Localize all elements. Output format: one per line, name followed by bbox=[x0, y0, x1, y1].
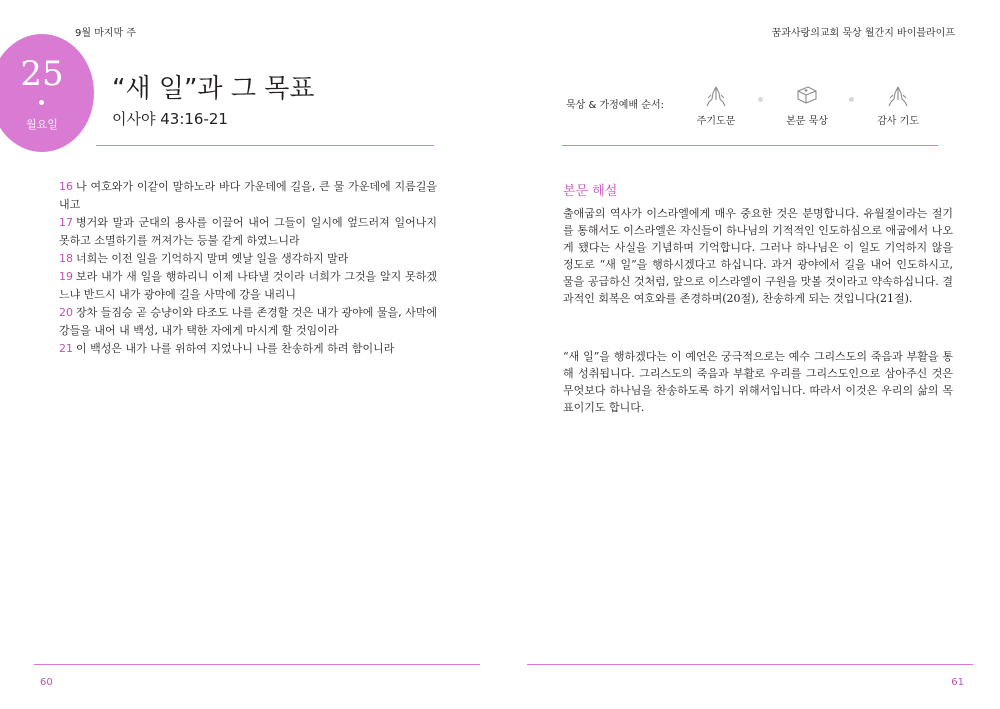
running-header-right: 꿈과사랑의교회 묵상 월간지 바이블라이프 bbox=[771, 28, 955, 39]
worship-step-lords-prayer bbox=[671, 84, 761, 127]
page-number-right: 61 bbox=[951, 677, 964, 688]
verse-text: 이 백성은 내가 나를 위하여 지었나니 나를 찬송하게 하려 함이니라 bbox=[76, 342, 395, 355]
scripture-reference: 이사야 43:16-21 bbox=[112, 110, 228, 128]
worship-order-label: 묵상 & 가정예배 순서: bbox=[566, 100, 664, 111]
verse-text: 나 여호와가 이같이 말하노라 바다 가운데에 길을, 큰 물 가운데에 지름길을 내고 bbox=[59, 180, 437, 211]
verse-number: 16 bbox=[59, 180, 73, 193]
praying-hands-icon bbox=[885, 84, 911, 108]
worship-order-divider bbox=[562, 145, 938, 146]
verse-text: 장차 들짐승 곧 승냥이와 타조도 나를 존경할 것은 내가 광야에 물을, 사막에 강들을 내어 내 백성, 내가 택한 자에게 마시게 할 것임이라 bbox=[59, 306, 437, 337]
verse-17 bbox=[59, 214, 437, 250]
day-badge bbox=[0, 34, 94, 152]
commentary-heading: 본문 해설 bbox=[563, 184, 618, 199]
day-number: 25 bbox=[20, 54, 64, 94]
page-title: “새 일”과 그 목표 bbox=[112, 74, 315, 104]
verse-number: 20 bbox=[59, 306, 73, 319]
verse-20 bbox=[59, 304, 437, 340]
verse-text: 너희는 이전 일을 기억하지 말며 옛날 일을 생각하지 말라 bbox=[76, 252, 349, 265]
scripture-passage bbox=[59, 178, 437, 358]
verse-18 bbox=[59, 250, 437, 268]
worship-step-thanksgiving bbox=[853, 84, 943, 127]
verse-number: 21 bbox=[59, 342, 73, 355]
verse-16 bbox=[59, 178, 437, 214]
bible-book-icon bbox=[794, 84, 820, 108]
verse-number: 18 bbox=[59, 252, 73, 265]
verse-19 bbox=[59, 268, 437, 304]
worship-step-scripture bbox=[762, 84, 852, 127]
commentary-paragraph: 출애굽의 역사가 이스라엘에게 매우 중요한 것은 분명합니다. 유월절이라는 절기를 통해서도 이스라엘은 자신들이 하나님의 기적적인 인도하심으로 애굽에서 나오게 됐다는 사실을 기념하며 기억합니다. 그러나 하나님은 이 일도 기억하지 않을 정도로 “새 일”을 행하시겠다고 하십니다. 과거 광야에서 길을 내어 인도하시고, 물을 공급하신 것처럼, 앞으로 이스라엘이 구원을 맛볼 것이라고 약속하십니다. 결과적인 회복은 여호와를 존경하며(20절), 찬송하게 되는 것입니다(21절). bbox=[563, 207, 953, 305]
page-number-left: 60 bbox=[40, 677, 53, 688]
verse-text: 병거와 말과 군대의 용사를 이끌어 내어 그들이 일시에 엎드러져 일어나지 못하고 소멸하기를 꺼져가는 등불 같게 하였느니라 bbox=[59, 216, 437, 247]
running-header-left: 9월 마지막 주 bbox=[75, 28, 137, 39]
title-divider bbox=[96, 145, 434, 146]
worship-step-label: 감사 기도 bbox=[877, 116, 919, 127]
verse-number: 19 bbox=[59, 270, 73, 283]
footer-rule-right bbox=[527, 664, 973, 665]
verse-21 bbox=[59, 340, 437, 358]
worship-step-label: 본문 묵상 bbox=[786, 116, 828, 127]
praying-hands-icon bbox=[703, 84, 729, 108]
verse-number: 17 bbox=[59, 216, 73, 229]
commentary-paragraph: “새 일”을 행하겠다는 이 예언은 궁극적으로는 예수 그리스도의 죽음과 부활을 통해 성취됩니다. 그리스도의 죽음과 부활로 우리를 그리스도인으로 삼아주신 것은 무엇보다 하나님을 찬송하도록 하기 위해서입니다. 따라서 이것은 우리의 삶의 목표이기도 합니다. bbox=[563, 350, 953, 414]
day-name: 월요일 bbox=[26, 118, 58, 131]
day-badge-dot bbox=[39, 100, 44, 105]
worship-step-label: 주기도문 bbox=[696, 116, 736, 127]
verse-text: 보라 내가 새 일을 행하리니 이제 나타낼 것이라 너희가 그것을 알지 못하겠느냐 반드시 내가 광야에 길을 사막에 강을 내리니 bbox=[59, 270, 437, 301]
footer-rule-left bbox=[34, 664, 480, 665]
